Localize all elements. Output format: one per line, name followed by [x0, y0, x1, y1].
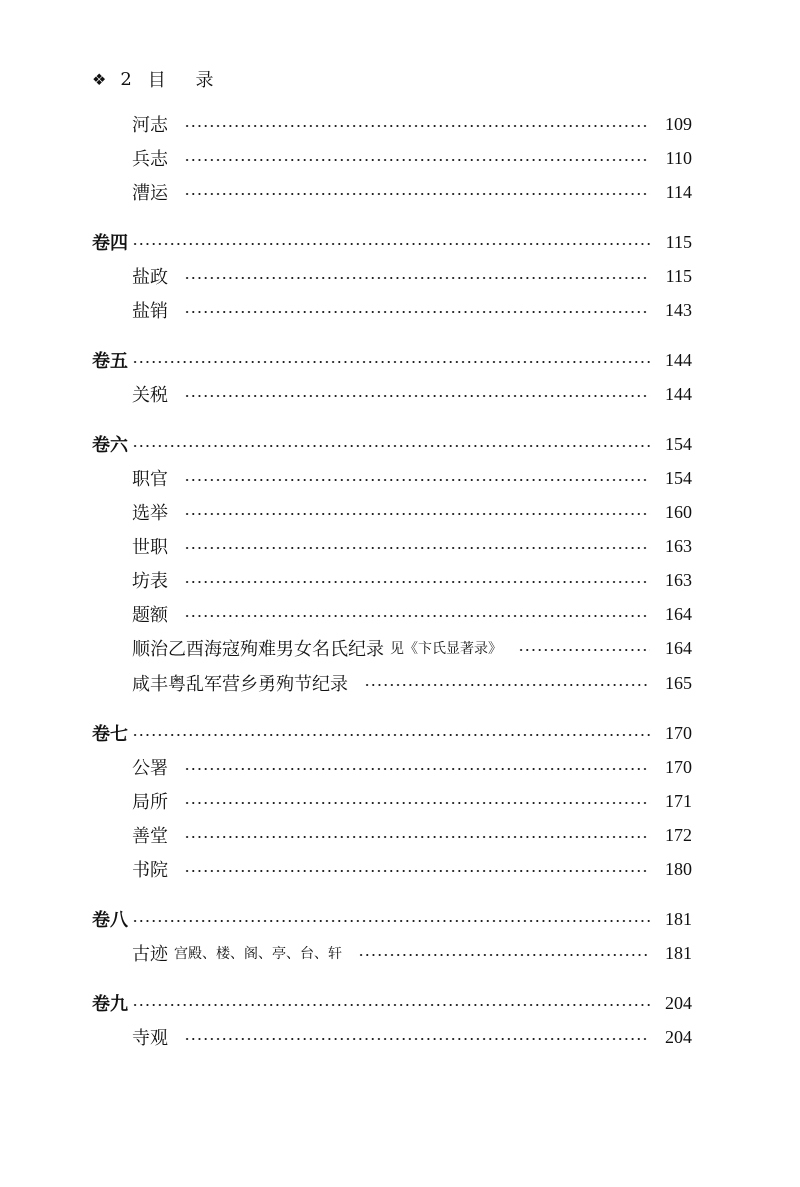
- toc-page-number: 180: [665, 858, 692, 879]
- toc-label: 寺观: [132, 1028, 168, 1049]
- ornament-icon: ❖: [92, 69, 107, 89]
- toc-entry-row[interactable]: [92, 821, 692, 849]
- toc-entry-row[interactable]: [92, 753, 692, 781]
- toc-chapter-row[interactable]: [92, 719, 692, 747]
- dot-leader: [132, 445, 650, 447]
- toc-page-number: 115: [665, 231, 692, 252]
- toc-entry-row[interactable]: [92, 296, 692, 324]
- toc-entry-row[interactable]: [92, 110, 692, 138]
- dot-leader: [184, 768, 650, 770]
- dot-leader: [132, 920, 650, 922]
- toc-entry-row[interactable]: [92, 600, 692, 628]
- toc-page-number: 171: [665, 790, 692, 811]
- toc-label: 局所: [132, 792, 168, 813]
- toc-page-number: 163: [665, 535, 692, 556]
- dot-leader: [132, 734, 650, 736]
- toc-label: 盐销: [132, 301, 168, 322]
- dot-leader: [184, 615, 650, 617]
- toc-entry-row[interactable]: [92, 144, 692, 172]
- toc-page-number: 172: [665, 824, 692, 845]
- dot-leader: [184, 802, 650, 804]
- toc-label: 善堂: [132, 826, 168, 847]
- toc-label: 卷七: [92, 724, 128, 745]
- toc-chapter-row[interactable]: [92, 989, 692, 1017]
- toc-entry-row[interactable]: [92, 498, 692, 526]
- toc-page-number: 181: [665, 908, 692, 929]
- toc-chapter-row[interactable]: [92, 228, 692, 256]
- toc-page-number: 144: [665, 383, 692, 404]
- toc-label: 职官: [132, 469, 168, 490]
- dot-leader: [132, 361, 650, 363]
- dot-leader: [184, 547, 650, 549]
- toc-entry-row[interactable]: [92, 532, 692, 560]
- toc-entry-row[interactable]: [92, 464, 692, 492]
- toc-page-number: 115: [665, 265, 692, 286]
- toc-note: 宫殿、楼、阁、亭、台、轩: [174, 946, 342, 962]
- toc-page-number: 154: [665, 433, 692, 454]
- toc-entry-row[interactable]: [92, 939, 692, 967]
- toc-page-number: 164: [665, 603, 692, 624]
- toc-entry-row[interactable]: [92, 380, 692, 408]
- toc-label: 卷五: [92, 351, 128, 372]
- toc-page-number: 110: [665, 147, 692, 168]
- toc-page-number: 144: [665, 349, 692, 370]
- dot-leader: [132, 243, 650, 245]
- toc-label: 咸丰粤乱军营乡勇殉节纪录: [132, 674, 348, 695]
- toc-chapter-row[interactable]: [92, 905, 692, 933]
- toc-label: 坊表: [132, 571, 168, 592]
- toc-label: 选举: [132, 503, 168, 524]
- toc-label: 卷九: [92, 994, 128, 1015]
- toc-entry-row[interactable]: [92, 178, 692, 206]
- toc-label: 漕运: [132, 183, 168, 204]
- toc-label: 关税: [132, 385, 168, 406]
- toc-page-number: 114: [665, 181, 692, 202]
- toc-page-number: 109: [665, 113, 692, 134]
- toc-page-number: 163: [665, 569, 692, 590]
- toc-page-number: 204: [665, 992, 692, 1013]
- toc-label: 顺治乙酉海寇殉难男女名氏纪录: [132, 639, 384, 660]
- toc-label: 书院: [132, 860, 168, 881]
- toc-label: 卷四: [92, 233, 128, 254]
- toc-entry-row[interactable]: [92, 262, 692, 290]
- dot-leader: [132, 1004, 650, 1006]
- toc-page-number: 165: [665, 672, 692, 693]
- toc-chapter-row[interactable]: [92, 346, 692, 374]
- toc-entry-row[interactable]: [92, 1023, 692, 1051]
- toc-page-number: 164: [665, 637, 692, 658]
- page-title: 目 录: [147, 70, 226, 91]
- toc-label: 盐政: [132, 267, 168, 288]
- toc-chapter-row[interactable]: [92, 430, 692, 458]
- dot-leader: [184, 581, 650, 583]
- dot-leader: [184, 1038, 650, 1040]
- toc-page-number: 170: [665, 756, 692, 777]
- toc-label: 卷八: [92, 910, 128, 931]
- dot-leader: [358, 954, 650, 956]
- toc-page-number: 143: [665, 299, 692, 320]
- dot-leader: [364, 684, 650, 686]
- toc-page-number: 181: [665, 942, 692, 963]
- toc-note: 见《卞氏显著录》: [390, 641, 502, 657]
- dot-leader: [184, 193, 650, 195]
- dot-leader: [184, 159, 650, 161]
- dot-leader: [184, 513, 650, 515]
- dot-leader: [184, 125, 650, 127]
- toc-entry-row[interactable]: [92, 855, 692, 883]
- toc-page-number: 160: [665, 501, 692, 522]
- toc-page-number: 204: [665, 1026, 692, 1047]
- toc-label: 古迹: [132, 944, 168, 965]
- toc-label: 卷六: [92, 435, 128, 456]
- toc-entry-row[interactable]: [92, 634, 692, 662]
- toc-label: 公署: [132, 758, 168, 779]
- dot-leader: [184, 479, 650, 481]
- toc-entry-row[interactable]: [92, 787, 692, 815]
- toc-label: 题额: [132, 605, 168, 626]
- toc-label: 河志: [132, 115, 168, 136]
- toc-entry-row[interactable]: [92, 566, 692, 594]
- toc-label: 世职: [132, 537, 168, 558]
- dot-leader: [184, 311, 650, 313]
- dot-leader: [184, 395, 650, 397]
- toc-label: 兵志: [132, 149, 168, 170]
- toc-page-number: 154: [665, 467, 692, 488]
- dot-leader: [184, 870, 650, 872]
- toc-entry-row[interactable]: [92, 669, 692, 697]
- dot-leader: [184, 277, 650, 279]
- dot-leader: [184, 836, 650, 838]
- dot-leader: [518, 649, 650, 651]
- toc-page-number: 170: [665, 722, 692, 743]
- page-number: 2: [120, 68, 132, 90]
